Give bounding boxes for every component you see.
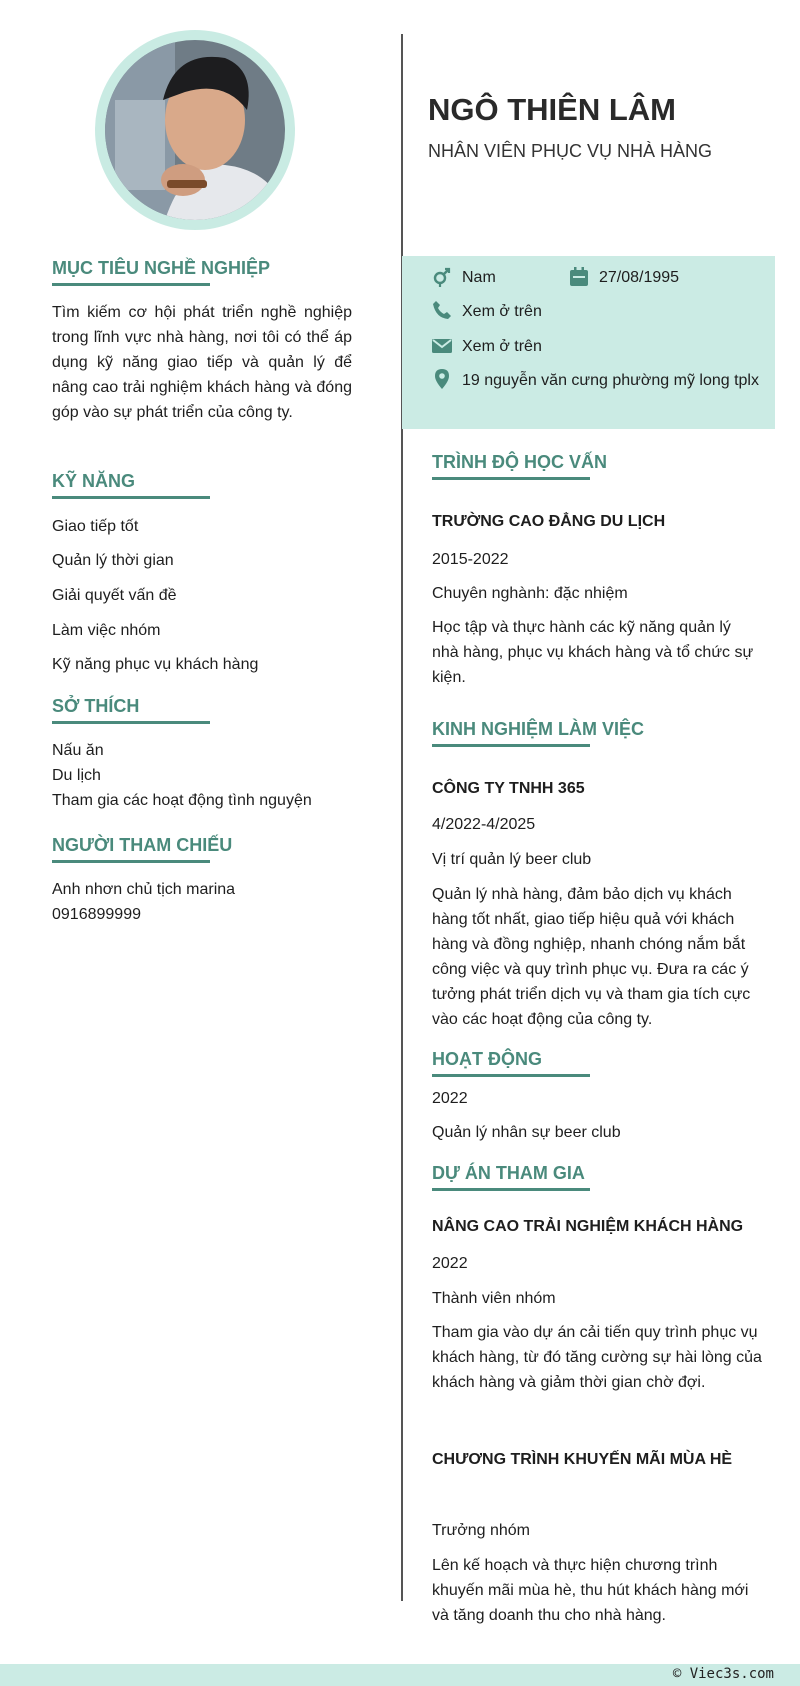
- activities-year: 2022: [432, 1090, 468, 1107]
- gender-value: Nam: [462, 269, 496, 286]
- hobbies-title: SỞ THÍCH: [52, 696, 140, 716]
- references-underline: [52, 860, 210, 863]
- candidate-name: NGÔ THIÊN LÂM: [428, 92, 676, 127]
- hobby-item: Du lịch: [52, 767, 101, 784]
- phone-value: Xem ở trên: [462, 303, 542, 320]
- avatar: [105, 40, 285, 220]
- project-description: Tham gia vào dự án cải tiến quy trình phục vụ khách hàng, từ đó tăng cường sự hài lòng của khách hàng và giảm thời gian chờ đợi.: [432, 1324, 762, 1391]
- projects-title: DỰ ÁN THAM GIA: [432, 1163, 585, 1183]
- experience-period: 4/2022-4/2025: [432, 816, 536, 833]
- skill-item: Kỹ năng phục vụ khách hàng: [52, 656, 259, 673]
- experience-company: CÔNG TY TNHH 365: [432, 780, 585, 797]
- address-value: 19 nguyễn văn cưng phường mỹ long tplx: [462, 372, 759, 389]
- phone-icon: [432, 300, 452, 320]
- activities-description: Quản lý nhân sự beer club: [432, 1124, 621, 1141]
- skills-title: KỸ NĂNG: [52, 471, 136, 491]
- references-title: NGƯỜI THAM CHIẾU: [52, 835, 233, 855]
- objective-underline: [52, 283, 210, 286]
- objective-text: Tìm kiếm cơ hội phát triển nghề nghiệp trong lĩnh vực nhà hàng, nơi tôi có thể áp dụng kỹ năng giao tiếp và quản lý để nâng cao trải nghiệm khách hàng và đóng góp vào sự phát triển của công ty.: [52, 304, 352, 421]
- project-description: Lên kế hoạch và thực hiện chương trình khuyến mãi mùa hè, thu hút khách hàng mới và tăng doanh thu cho nhà hàng.: [432, 1557, 749, 1624]
- email-icon: [432, 336, 452, 356]
- objective-title: MỤC TIÊU NGHỀ NGHIỆP: [52, 258, 271, 278]
- footer-credit: © Viec3s.com: [672, 1666, 774, 1682]
- activities-title: HOẠT ĐỘNG: [432, 1049, 542, 1069]
- projects-underline: [432, 1188, 590, 1191]
- avatar-photo: [105, 40, 285, 220]
- skill-item: Quản lý thời gian: [52, 552, 174, 569]
- education-title: TRÌNH ĐỘ HỌC VẤN: [432, 452, 607, 472]
- education-major: Chuyên nghành: đặc nhiệm: [432, 585, 628, 602]
- experience-description: Quản lý nhà hàng, đảm bảo dịch vụ khách hàng tốt nhất, giao tiếp hiệu quả với khách hàng và đồng nghiệp, nhanh chóng nắm bắt công việc và quy trình phục vụ. Đưa ra các ý tưởng phát triển dịch vụ và tham gia tích cực vào các hoạt động của công ty.: [432, 886, 751, 1028]
- project-name: CHƯƠNG TRÌNH KHUYẾN MÃI MÙA HÈ: [432, 1451, 733, 1468]
- dob-value: 27/08/1995: [599, 269, 680, 286]
- experience-role: Vị trí quản lý beer club: [432, 851, 592, 868]
- reference-phone: 0916899999: [52, 906, 141, 923]
- experience-title: KINH NGHIỆM LÀM VIỆC: [432, 719, 645, 739]
- project-role: Trưởng nhóm: [432, 1522, 530, 1539]
- skill-item: Giao tiếp tốt: [52, 518, 139, 535]
- skills-underline: [52, 496, 210, 499]
- activities-underline: [432, 1074, 590, 1077]
- skill-item: Làm việc nhóm: [52, 622, 161, 639]
- calendar-icon: [569, 267, 589, 287]
- location-pin-icon: [432, 369, 452, 389]
- project-role: Thành viên nhóm: [432, 1290, 556, 1307]
- experience-underline: [432, 744, 590, 747]
- hobbies-underline: [52, 721, 210, 724]
- skill-item: Giải quyết vấn đề: [52, 587, 177, 604]
- education-description: Học tập và thực hành các kỹ năng quản lý nhà hàng, phục vụ khách hàng và tổ chức sự kiện.: [432, 619, 754, 686]
- hobby-item: Nấu ăn: [52, 742, 104, 759]
- candidate-position: NHÂN VIÊN PHỤC VỤ NHÀ HÀNG: [428, 141, 713, 161]
- gender-icon: [432, 267, 452, 287]
- project-year: 2022: [432, 1255, 468, 1272]
- education-school: TRƯỜNG CAO ĐẲNG DU LỊCH: [432, 513, 666, 530]
- education-period: 2015-2022: [432, 551, 509, 568]
- education-underline: [432, 477, 590, 480]
- project-name: NÂNG CAO TRẢI NGHIỆM KHÁCH HÀNG: [432, 1218, 744, 1235]
- reference-name: Anh nhơn chủ tịch marina: [52, 881, 236, 898]
- email-value: Xem ở trên: [462, 338, 542, 355]
- hobby-item: Tham gia các hoạt động tình nguyện: [52, 792, 312, 809]
